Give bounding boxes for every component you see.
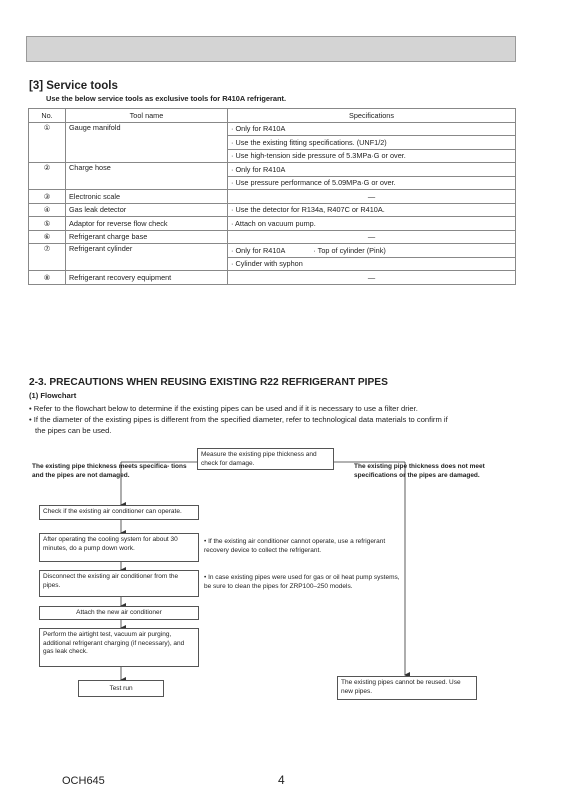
flow-right-condition: The existing pipe thickness does not meet specifications or the pipes are damaged. bbox=[354, 463, 485, 479]
header-tool: Tool name bbox=[66, 109, 228, 123]
row-spec-extra: · Top of cylinder (Pink) bbox=[313, 245, 386, 255]
service-tools-subtitle: Use the below service tools as exclusive tools for R410A refrigerant. bbox=[46, 94, 287, 103]
row-spec: · Only for R410A bbox=[228, 163, 516, 177]
flow-end-new-pipes: The existing pipes cannot be reused. Use new pipes. bbox=[337, 676, 477, 700]
row-no: ③ bbox=[29, 190, 66, 204]
row-no: ④ bbox=[29, 203, 66, 217]
row-tool: Adaptor for reverse flow check bbox=[66, 217, 228, 231]
row-no: ① bbox=[29, 122, 66, 163]
footer-model: OCH645 bbox=[62, 775, 105, 787]
row-spec: — bbox=[228, 230, 516, 244]
header-spec: Specifications bbox=[228, 109, 516, 123]
row-no: ⑦ bbox=[29, 244, 66, 271]
row-no: ⑤ bbox=[29, 217, 66, 231]
flow-step-check: Check if the existing air conditioner can operate. bbox=[39, 505, 199, 520]
flow-step-pump-down: After operating the cooling system for about 30 minutes, do a pump down work. bbox=[39, 533, 199, 562]
row-tool: Gauge manifold bbox=[66, 122, 228, 163]
flow-step-test-run: Test run bbox=[78, 680, 164, 697]
row-tool: Electronic scale bbox=[66, 190, 228, 204]
row-no: ② bbox=[29, 163, 66, 190]
row-tool: Refrigerant cylinder bbox=[66, 244, 228, 271]
row-spec: · Cylinder with syphon bbox=[228, 257, 516, 271]
flow-step-airtight-test: Perform the airtight test, vacuum air purging, additional refrigerant charging (if necessary), and gas leak check. bbox=[39, 628, 199, 667]
row-no: ⑥ bbox=[29, 230, 66, 244]
flow-note-clean-pipes: • In case existing pipes were used for gas or oil heat pump systems, be sure to clean the pipes for ZRP100–250 models. bbox=[204, 574, 400, 590]
header-no: No. bbox=[29, 109, 66, 123]
bullet-2-cont: the pipes can be used. bbox=[35, 426, 112, 435]
row-tool: Charge hose bbox=[66, 163, 228, 190]
precautions-title: 2-3. PRECAUTIONS WHEN REUSING EXISTING R22 REFRIGERANT PIPES bbox=[29, 377, 388, 388]
row-spec-text: · Only for R410A bbox=[231, 245, 286, 255]
flow-step-attach: Attach the new air conditioner bbox=[39, 606, 199, 620]
row-spec: · Only for R410A bbox=[228, 122, 516, 136]
row-tool: Refrigerant charge base bbox=[66, 230, 228, 244]
row-spec: · Use the existing fitting specifications. (UNF1/2) bbox=[228, 136, 516, 150]
bullet-1: • Refer to the flowchart below to determine if the existing pipes can be used and if it is necessary to use a filter drier. bbox=[29, 404, 418, 413]
flow-start-box: Measure the existing pipe thickness and check for damage. bbox=[197, 448, 334, 470]
bullet-2: • If the diameter of the existing pipes is different from the specified diameter, refer to technological data materials to confirm if bbox=[29, 415, 448, 424]
row-tool: Refrigerant recovery equipment bbox=[66, 271, 228, 285]
footer-page-number: 4 bbox=[278, 773, 285, 787]
flow-step-disconnect: Disconnect the existing air conditioner from the pipes. bbox=[39, 570, 199, 597]
service-tools-title: [3] Service tools bbox=[29, 80, 118, 92]
row-spec: · Use high-tension side pressure of 5.3MPa·G or over. bbox=[228, 149, 516, 163]
row-tool: Gas leak detector bbox=[66, 203, 228, 217]
flow-left-condition: The existing pipe thickness meets specifica- tions and the pipes are not damaged. bbox=[32, 463, 187, 479]
row-spec: — bbox=[228, 271, 516, 285]
row-spec: · Use pressure performance of 5.09MPa·G or over. bbox=[228, 176, 516, 190]
row-spec: · Use the detector for R134a, R407C or R410A. bbox=[228, 203, 516, 217]
precautions-subtitle: (1) Flowchart bbox=[29, 391, 77, 400]
row-no: ⑧ bbox=[29, 271, 66, 285]
row-spec: · Attach on vacuum pump. bbox=[228, 217, 516, 231]
row-spec: — bbox=[228, 190, 516, 204]
flow-note-recovery: • If the existing air conditioner cannot operate, use a refrigerant recovery device to collect the refrigerant. bbox=[204, 538, 386, 554]
